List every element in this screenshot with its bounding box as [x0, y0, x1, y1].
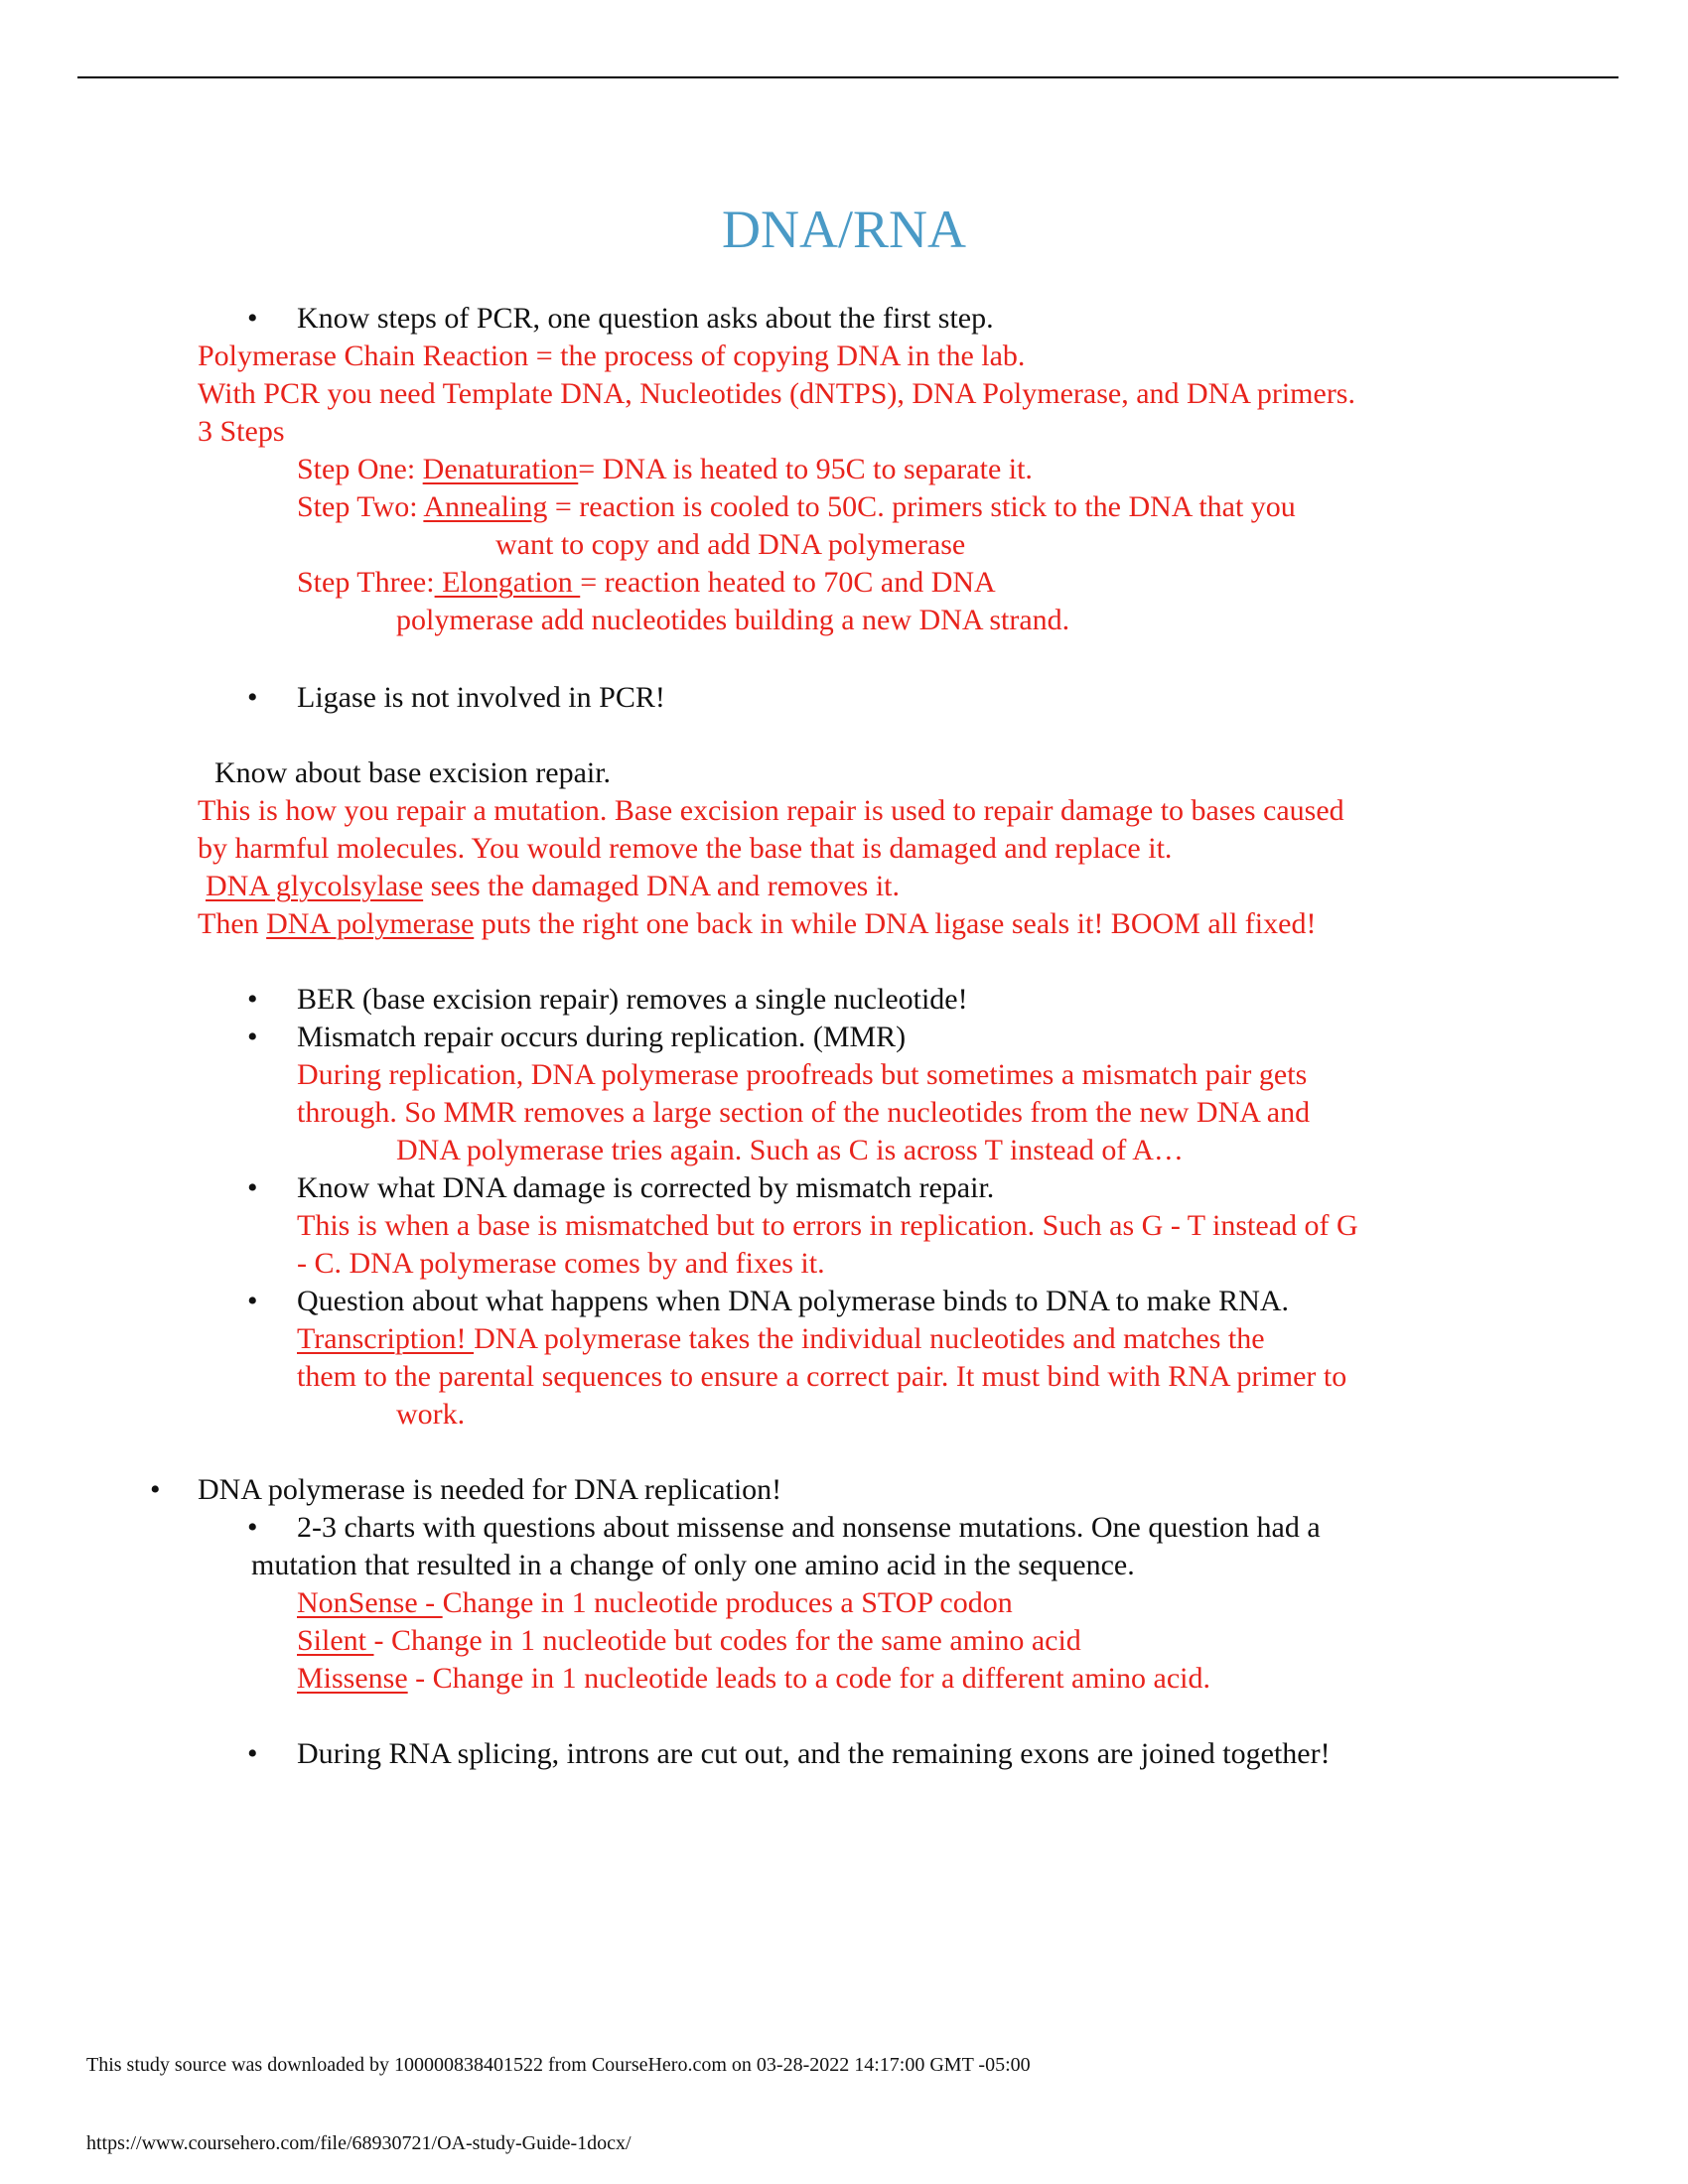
ber-single-bullet: BER (base excision repair) removes a single nucleotide! — [297, 983, 968, 1016]
glycosylase-term: DNA glycolsylase — [206, 870, 424, 902]
damage-red-1: This is when a base is mismatched but to errors in replication. Such as G - T instead of G — [297, 1209, 1358, 1242]
bullet-marker: • — [247, 1737, 258, 1770]
nonsense-line: NonSense - Change in 1 nucleotide produces a STOP codon — [297, 1586, 1013, 1619]
charts-line-1: 2-3 charts with questions about missense and nonsense mutations. One question had a — [297, 1511, 1321, 1544]
pcr-step-two-cont: want to copy and add DNA polymerase — [495, 528, 966, 561]
download-notice: This study source was downloaded by 100000838401522 from CourseHero.com on 03-28-2022 14:17:00 GMT -05:00 — [86, 2054, 1031, 2076]
damage-bullet: Know what DNA damage is corrected by mismatch repair. — [297, 1171, 995, 1204]
elongation-term: Elongation — [434, 566, 581, 599]
transcription-line: Transcription! DNA polymerase takes the individual nucleotides and matches the — [297, 1322, 1265, 1355]
pcr-definition: Polymerase Chain Reaction = the process of copying DNA in the lab. — [198, 340, 1026, 372]
ber-line-2: by harmful molecules. You would remove the base that is damaged and replace it. — [198, 832, 1173, 865]
bullet-marker: • — [247, 1511, 258, 1544]
ligase-bullet: Ligase is not involved in PCR! — [297, 681, 665, 714]
bullet-marker: • — [150, 1473, 161, 1506]
transcription-term: Transcription! — [297, 1322, 475, 1355]
pcr-step-one: Step One: Denaturation= DNA is heated to 95C to separate it. — [297, 453, 1033, 485]
mmr-bullet: Mismatch repair occurs during replication. (MMR) — [297, 1021, 907, 1053]
ber-heading: Know about base excision repair. — [214, 756, 612, 789]
source-url[interactable]: https://www.coursehero.com/file/68930721/OA-study-Guide-1docx/ — [86, 2132, 632, 2154]
question-red-3: work. — [396, 1398, 466, 1431]
mmr-red-3: DNA polymerase tries again. Such as C is across T instead of A… — [396, 1134, 1184, 1166]
pcr-step-three: Step Three: Elongation = reaction heated to 70C and DNA — [297, 566, 996, 599]
silent-line: Silent - Change in 1 nucleotide but codes for the same amino acid — [297, 1624, 1081, 1657]
pcr-needs: With PCR you need Template DNA, Nucleotides (dNTPS), DNA Polymerase, and DNA primers. — [198, 377, 1355, 410]
pcr-step-three-cont: polymerase add nucleotides building a new DNA strand. — [396, 604, 1070, 636]
question-bullet: Question about what happens when DNA polymerase binds to DNA to make RNA. — [297, 1285, 1290, 1317]
ber-glycosylase-line: DNA glycolsylase sees the damaged DNA and removes it. — [206, 870, 901, 902]
ber-polymerase-line: Then DNA polymerase puts the right one back in while DNA ligase seals it! BOOM all fixed! — [198, 907, 1317, 940]
bullet-marker: • — [247, 983, 258, 1016]
bullet-marker: • — [247, 681, 258, 714]
bullet-marker: • — [247, 1285, 258, 1317]
pcr-step-two: Step Two: Annealing = reaction is cooled to 50C. primers stick to the DNA that you — [297, 490, 1296, 523]
missense-line: Missense - Change in 1 nucleotide leads to a code for a different amino acid. — [297, 1662, 1210, 1695]
bullet-marker: • — [247, 302, 258, 335]
bullet-marker: • — [247, 1171, 258, 1204]
question-red-2: them to the parental sequences to ensure a correct pair. It must bind with RNA primer to — [297, 1360, 1347, 1393]
splicing-bullet: During RNA splicing, introns are cut out, and the remaining exons are joined together! — [297, 1737, 1331, 1770]
charts-line-2: mutation that resulted in a change of only one amino acid in the sequence. — [251, 1549, 1135, 1581]
denaturation-term: Denaturation — [422, 453, 579, 485]
mmr-red-2: through. So MMR removes a large section of the nucleotides from the new DNA and — [297, 1096, 1311, 1129]
top-rule — [77, 76, 1618, 78]
nonsense-term: NonSense - — [297, 1586, 443, 1619]
annealing-term: Annealing — [423, 490, 548, 523]
pcr-steps-label: 3 Steps — [198, 415, 285, 448]
ber-line-1: This is how you repair a mutation. Base excision repair is used to repair damage to bases caused — [198, 794, 1344, 827]
mmr-red-1: During replication, DNA polymerase proofreads but sometimes a mismatch pair gets — [297, 1058, 1308, 1091]
bullet-marker: • — [247, 1021, 258, 1053]
damage-red-2: - C. DNA polymerase comes by and fixes it. — [297, 1247, 825, 1280]
replication-bullet: DNA polymerase is needed for DNA replication! — [198, 1473, 782, 1506]
page-title: DNA/RNA — [721, 200, 966, 259]
silent-term: Silent — [297, 1624, 374, 1657]
missense-term: Missense — [297, 1662, 408, 1695]
pcr-bullet: Know steps of PCR, one question asks about the first step. — [297, 302, 994, 335]
polymerase-term: DNA polymerase — [266, 907, 475, 940]
